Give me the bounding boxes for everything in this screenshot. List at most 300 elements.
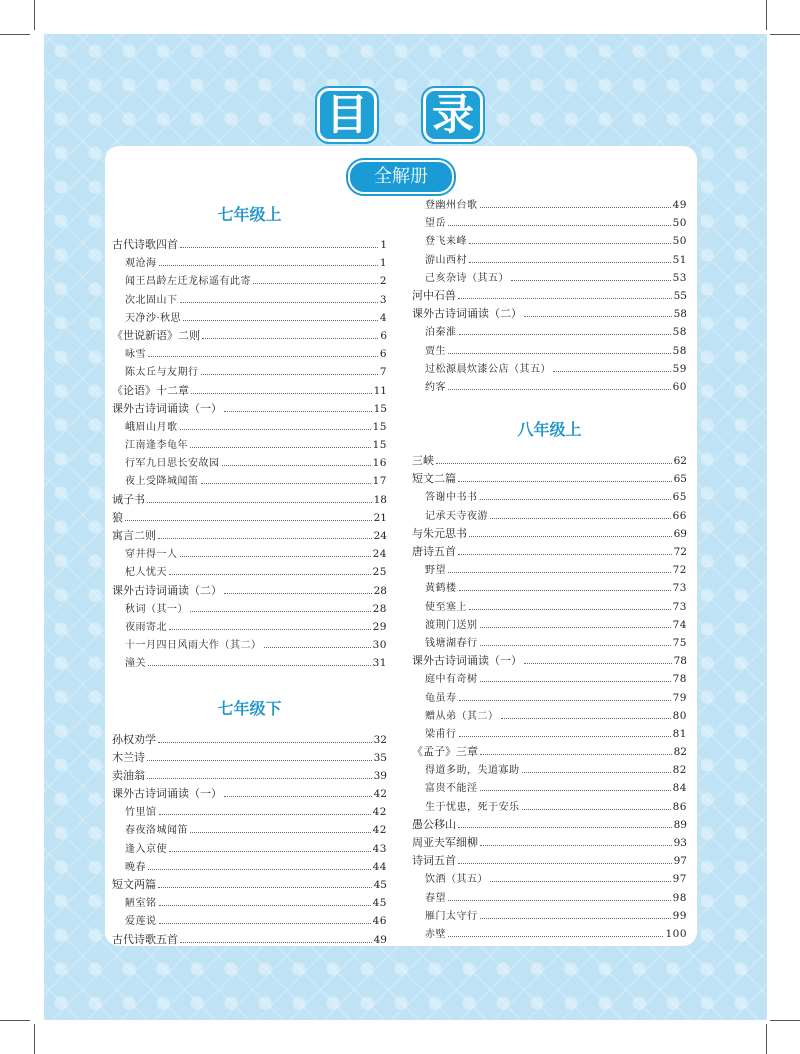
- dot-leader: [224, 411, 372, 412]
- toc-entry-title: 《孟子》三章: [412, 745, 478, 759]
- toc-entry-title: 记承天寺夜游: [425, 510, 488, 522]
- toc-entry-title: 与朱元思书: [412, 526, 467, 540]
- toc-entry[interactable]: [112, 785, 387, 803]
- toc-entry-page: 18: [373, 493, 387, 506]
- toc-entry-title: 夜上受降城闻笛: [125, 476, 199, 488]
- dot-leader: [459, 736, 671, 737]
- toc-entry[interactable]: [412, 652, 687, 670]
- toc-entry-page: 17: [372, 475, 387, 488]
- toc-entry-page: 43: [372, 842, 387, 855]
- toc-entry[interactable]: [412, 561, 687, 579]
- toc-entry-title: 周亚夫军细柳: [412, 836, 478, 849]
- toc-entry-title: 得道多助，失道寡助: [425, 765, 520, 777]
- dot-leader: [125, 520, 372, 521]
- toc-entry-page: 82: [672, 764, 687, 777]
- toc-entry-page: 46: [372, 915, 387, 928]
- toc-entry-title: 约客: [425, 381, 446, 393]
- toc-entry[interactable]: [112, 291, 387, 309]
- toc-entry-page: 49: [672, 199, 687, 211]
- dot-leader: [147, 778, 372, 779]
- toc-entry[interactable]: [412, 670, 687, 688]
- dot-leader: [148, 665, 371, 666]
- dot-leader: [183, 320, 378, 321]
- toc-entry[interactable]: [112, 636, 387, 654]
- toc-entry-page: 39: [373, 769, 387, 782]
- toc-entry-page: 73: [672, 582, 687, 595]
- toc-entry[interactable]: [112, 491, 387, 509]
- crop-mark: [0, 34, 30, 35]
- toc-entry[interactable]: [412, 598, 687, 616]
- toc-entry[interactable]: [112, 545, 387, 563]
- toc-entry-title: 登幽州台歌: [425, 200, 478, 211]
- toc-entry-title: 竹里馆: [125, 807, 157, 819]
- toc-entry-title: 短文二篇: [412, 472, 456, 486]
- dot-leader: [180, 942, 372, 943]
- toc-entry-page: 65: [672, 491, 687, 504]
- toc-entry-page: 75: [672, 636, 687, 649]
- toc-entry[interactable]: [412, 488, 687, 506]
- crop-mark: [34, 1024, 35, 1054]
- toc-entry-title: 课外古诗词诵读（一）: [412, 654, 522, 668]
- toc-entry-page: 30: [372, 639, 387, 652]
- toc-entry-title: 课外古诗词诵读（一）: [112, 787, 222, 801]
- dot-leader: [522, 809, 671, 810]
- toc-entry[interactable]: [412, 507, 687, 525]
- dot-leader: [458, 863, 672, 864]
- toc-entry-title: 爱莲说: [125, 916, 157, 928]
- toc-entry-page: 44: [372, 860, 387, 873]
- toc-entry-title: 咏雪: [125, 349, 146, 361]
- toc-entry-title: 次北固山下: [125, 294, 178, 306]
- toc-entry-page: 69: [673, 527, 687, 540]
- toc-entry-page: 84: [672, 782, 687, 795]
- toc-entry-page: 100: [665, 927, 687, 940]
- toc-entry-page: 50: [672, 217, 687, 230]
- toc-entry-title: 生于忧患，死于安乐: [425, 801, 520, 813]
- toc-entry-title: 十一月四日风雨大作（其二）: [125, 640, 262, 652]
- toc-entry-page: 7: [379, 366, 387, 379]
- dot-leader: [459, 700, 671, 701]
- toc-entry-title: 赠从弟（其二）: [425, 710, 499, 722]
- toc-entry[interactable]: [112, 876, 387, 894]
- crop-mark: [34, 0, 35, 30]
- toc-entry-title: 诗词五首: [412, 854, 456, 868]
- toc-entry-title: 寓言二则: [112, 529, 156, 542]
- toc-entry[interactable]: [412, 342, 687, 360]
- toc-entry-title: 课外古诗词诵读（一）: [112, 401, 222, 415]
- toc-entry-page: 1: [379, 257, 387, 270]
- toc-entry[interactable]: [112, 382, 387, 400]
- dot-leader: [158, 538, 372, 539]
- toc-entry-page: 73: [672, 600, 687, 613]
- dot-leader: [224, 796, 372, 797]
- toc-entry[interactable]: [412, 834, 687, 852]
- section-heading: 七年级下: [217, 698, 282, 718]
- toc-entry[interactable]: [412, 269, 687, 287]
- dot-leader: [224, 593, 372, 594]
- toc-entry-title: 逢入京使: [125, 843, 167, 855]
- dot-leader: [148, 356, 378, 357]
- toc-entry[interactable]: [412, 305, 687, 323]
- toc-entry-title: 泊秦淮: [425, 327, 457, 339]
- toc-entry[interactable]: [412, 907, 687, 925]
- dot-leader: [480, 645, 671, 646]
- toc-entry-page: 15: [372, 420, 387, 433]
- dot-leader: [490, 518, 671, 519]
- toc-entry[interactable]: [112, 912, 387, 930]
- dot-leader: [490, 881, 671, 882]
- toc-entry[interactable]: [112, 618, 387, 636]
- toc-entry-page: 60: [672, 380, 687, 393]
- toc-entry-page: 49: [373, 933, 387, 946]
- toc-entry-page: 53: [672, 271, 687, 284]
- toc-entry-page: 81: [672, 727, 687, 740]
- toc-entry-page: 58: [672, 344, 687, 357]
- toc-entry-title: 潼关: [125, 658, 146, 670]
- toc-entry-title: 野望: [425, 565, 446, 577]
- toc-entry-title: 雁门太守行: [425, 910, 478, 922]
- toc-entry[interactable]: [412, 232, 687, 250]
- toc-entry-title: 己亥杂诗（其五）: [425, 272, 509, 284]
- toc-entry[interactable]: [412, 251, 687, 269]
- volume-badge: 全解册: [348, 160, 454, 194]
- dot-leader: [159, 923, 371, 924]
- toc-entry-page: 74: [672, 618, 687, 631]
- toc-entry-title: 天净沙·秋思: [125, 312, 182, 324]
- dot-leader: [511, 280, 671, 281]
- toc-entry[interactable]: [412, 287, 687, 305]
- dot-leader: [459, 334, 671, 335]
- toc-entry[interactable]: [112, 600, 387, 618]
- dot-leader: [190, 832, 371, 833]
- toc-entry-page: 62: [673, 455, 687, 468]
- toc-entry-title: 过松源晨炊漆公店（其五）: [425, 363, 551, 375]
- toc-entry[interactable]: [112, 582, 387, 600]
- toc-entry-title: 渡荆门送别: [425, 619, 478, 631]
- dot-leader: [480, 499, 671, 500]
- toc-entry-page: 6: [379, 348, 387, 361]
- dot-leader: [436, 463, 672, 464]
- toc-entry-title: 望岳: [425, 218, 446, 230]
- toc-entry[interactable]: [112, 654, 387, 672]
- dot-leader: [158, 742, 372, 743]
- toc-entry-title: 陈太丘与友期行: [125, 367, 199, 379]
- toc-entry-page: 45: [373, 879, 387, 891]
- toc-entry-title: 贾生: [425, 345, 446, 357]
- toc-entry[interactable]: [412, 689, 687, 707]
- page-title: [0, 88, 800, 142]
- toc-entry-page: 4: [379, 311, 387, 324]
- toc-entry-title: 陋室铭: [125, 898, 157, 910]
- dot-leader: [458, 481, 672, 482]
- dot-leader: [458, 298, 672, 299]
- dot-leader: [522, 772, 671, 773]
- dot-leader: [159, 814, 371, 815]
- toc-entry[interactable]: [112, 236, 387, 254]
- section-heading: 八年级上: [517, 420, 582, 440]
- toc-entry-page: 80: [672, 709, 687, 722]
- dot-leader: [180, 556, 371, 557]
- toc-entry-page: 97: [673, 855, 687, 868]
- dot-leader: [222, 465, 371, 466]
- toc-entry-title: 登飞来峰: [425, 236, 467, 248]
- toc-entry[interactable]: [412, 725, 687, 743]
- dot-leader: [169, 629, 371, 630]
- toc-entry-page: 78: [673, 655, 687, 668]
- toc-entry-title: 秋词（其一）: [125, 603, 188, 615]
- toc-entry-title: 课外古诗词诵读（二）: [412, 307, 522, 321]
- toc-entry-page: 3: [379, 293, 387, 306]
- toc-entry[interactable]: [112, 803, 387, 821]
- toc-entry-title: 古代诗歌五首: [112, 932, 178, 946]
- toc-entry[interactable]: [112, 749, 387, 767]
- dot-leader: [469, 243, 671, 244]
- dot-leader: [524, 316, 672, 317]
- dot-leader: [201, 374, 378, 375]
- toc-entry-page: 72: [673, 546, 687, 558]
- dot-leader: [148, 869, 371, 870]
- toc-entry-page: 15: [372, 439, 387, 452]
- toc-entry[interactable]: [412, 743, 687, 761]
- toc-entry[interactable]: [412, 634, 687, 652]
- dot-leader: [480, 627, 671, 628]
- dot-leader: [264, 647, 371, 648]
- dot-leader: [159, 905, 371, 906]
- toc-entry-page: 32: [373, 733, 387, 746]
- toc-entry-title: 黄鹤楼: [425, 583, 457, 595]
- toc-entry-page: 16: [372, 457, 387, 470]
- dot-leader: [469, 609, 671, 610]
- toc-entry-title: 游山西村: [425, 254, 467, 266]
- toc-entry[interactable]: [112, 363, 387, 381]
- toc-entry-title: 《世说新语》二则: [112, 328, 200, 342]
- dot-leader: [458, 827, 672, 828]
- toc-entry-title: 梁甫行: [425, 728, 457, 740]
- toc-entry[interactable]: [412, 852, 687, 870]
- dot-leader: [202, 338, 378, 339]
- toc-entry[interactable]: [112, 472, 387, 490]
- dot-leader: [448, 389, 671, 390]
- toc-entry[interactable]: [412, 816, 687, 834]
- dot-leader: [448, 572, 671, 573]
- toc-entry-page: 66: [672, 509, 687, 522]
- toc-entry[interactable]: [412, 378, 687, 396]
- dot-leader: [159, 265, 378, 266]
- toc-entry-page: 79: [672, 691, 687, 704]
- toc-entry-title: 河中石兽: [412, 288, 456, 302]
- toc-entry-title: 卖油翁: [112, 768, 145, 782]
- toc-entry[interactable]: [412, 360, 687, 378]
- toc-entry-page: 93: [673, 837, 687, 849]
- crop-mark: [770, 34, 800, 35]
- toc-entry[interactable]: [412, 779, 687, 797]
- toc-entry[interactable]: [112, 821, 387, 839]
- dot-leader: [469, 536, 672, 537]
- toc-entry[interactable]: [112, 436, 387, 454]
- toc-entry[interactable]: [112, 327, 387, 345]
- dot-leader: [147, 760, 372, 761]
- dot-leader: [458, 554, 672, 555]
- dot-leader: [480, 754, 672, 755]
- toc-entry[interactable]: [412, 543, 687, 561]
- toc-entry-title: 江南逢李龟年: [125, 440, 188, 452]
- toc-entry[interactable]: [412, 214, 687, 232]
- toc-entry-title: 杞人忧天: [125, 567, 167, 579]
- dot-leader: [524, 663, 672, 664]
- toc-entry-title: 夜雨寄北: [125, 621, 167, 633]
- toc-entry[interactable]: [112, 858, 387, 876]
- toc-entry-page: 42: [372, 806, 387, 819]
- toc-entry-page: 82: [673, 746, 687, 759]
- toc-entry[interactable]: [112, 840, 387, 858]
- toc-entry[interactable]: [112, 527, 387, 545]
- toc-entry-page: 24: [373, 530, 387, 542]
- toc-entry[interactable]: [112, 731, 387, 749]
- crop-mark: [766, 0, 767, 30]
- toc-entry[interactable]: [412, 323, 687, 341]
- toc-entry-title: 三峡: [412, 454, 434, 468]
- toc-entry-title: 春夜洛城闻笛: [125, 825, 188, 837]
- toc-entry-title: 诫子书: [112, 492, 145, 506]
- toc-entry[interactable]: [112, 254, 387, 272]
- dot-leader: [180, 302, 378, 303]
- toc-entry[interactable]: [412, 452, 687, 470]
- dot-leader: [459, 590, 671, 591]
- toc-entry-page: 29: [372, 620, 387, 633]
- toc-entry[interactable]: [112, 931, 387, 949]
- toc-entry[interactable]: [412, 579, 687, 597]
- toc-entry-title: 狼: [112, 510, 123, 524]
- toc-entry-title: 赤壁: [425, 928, 446, 940]
- page-title-char: 目: [317, 88, 377, 142]
- toc-entry-page: 42: [373, 788, 387, 801]
- toc-entry-page: 35: [373, 751, 387, 764]
- toc-entry[interactable]: [412, 707, 687, 725]
- dot-leader: [480, 918, 671, 919]
- crop-mark: [0, 1020, 30, 1021]
- toc-entry-page: 28: [373, 584, 387, 597]
- toc-entry-page: 2: [379, 275, 387, 288]
- toc-entry-page: 99: [672, 909, 687, 922]
- crop-mark: [770, 1020, 800, 1021]
- toc-entry-page: 55: [673, 289, 687, 302]
- dot-leader: [190, 611, 371, 612]
- toc-entry-page: 58: [673, 308, 687, 321]
- dot-leader: [448, 900, 671, 901]
- toc-entry-page: 78: [672, 673, 687, 686]
- dot-leader: [448, 225, 671, 226]
- toc-entry-title: 答谢中书书: [425, 492, 478, 504]
- toc-entry[interactable]: [412, 616, 687, 634]
- toc-entry-title: 愚公移山: [412, 817, 456, 831]
- toc-entry-page: 72: [672, 564, 687, 577]
- toc-entry-title: 古代诗歌四首: [112, 238, 178, 251]
- toc-entry-page: 97: [672, 873, 687, 886]
- toc-entry-title: 峨眉山月歌: [125, 421, 178, 433]
- toc-entry-page: 11: [373, 384, 387, 397]
- toc-entry[interactable]: [112, 345, 387, 363]
- toc-entry-title: 春望: [425, 892, 446, 904]
- toc-entry-title: 唐诗五首: [412, 545, 456, 558]
- toc-entry[interactable]: [112, 418, 387, 436]
- toc-entry-title: 龟虽寿: [425, 692, 457, 704]
- toc-entry[interactable]: [112, 509, 387, 527]
- toc-entry-page: 89: [673, 818, 687, 831]
- dot-leader: [480, 207, 671, 208]
- toc-entry-page: 31: [372, 657, 387, 670]
- dot-leader: [201, 483, 371, 484]
- dot-leader: [553, 371, 671, 372]
- crop-mark: [766, 1024, 767, 1054]
- toc-column-left: [112, 196, 387, 949]
- dot-leader: [190, 447, 371, 448]
- dot-leader: [480, 790, 671, 791]
- toc-entry[interactable]: [112, 454, 387, 472]
- toc-entry[interactable]: [112, 272, 387, 290]
- dot-leader: [169, 574, 371, 575]
- section-heading: 七年级上: [217, 205, 282, 224]
- toc-entry-page: 28: [372, 602, 387, 615]
- toc-entry[interactable]: [412, 196, 687, 214]
- dot-leader: [158, 887, 372, 888]
- toc-entry[interactable]: [412, 525, 687, 543]
- dot-leader: [169, 851, 371, 852]
- dot-leader: [480, 681, 671, 682]
- toc-entry[interactable]: [412, 798, 687, 816]
- toc-entry-title: 庭中有奇树: [425, 674, 478, 686]
- dot-leader: [180, 247, 378, 248]
- toc-entry[interactable]: [412, 870, 687, 888]
- dot-leader: [480, 845, 672, 846]
- dot-leader: [501, 718, 671, 719]
- toc-entry[interactable]: [112, 563, 387, 581]
- toc-entry[interactable]: [112, 894, 387, 912]
- toc-entry-page: 51: [672, 253, 687, 266]
- toc-entry-page: 86: [672, 800, 687, 813]
- dot-leader: [253, 283, 378, 284]
- toc-entry[interactable]: [412, 470, 687, 488]
- toc-column-right: [412, 196, 687, 943]
- page-title-char: 录: [423, 88, 483, 142]
- toc-entry[interactable]: [112, 767, 387, 785]
- toc-entry[interactable]: [112, 400, 387, 418]
- toc-entry-title: 行军九日思长安故园: [125, 458, 220, 470]
- toc-entry-title: 钱塘湖春行: [425, 637, 478, 649]
- toc-entry-title: 短文两篇: [112, 878, 156, 891]
- toc-entry-page: 6: [380, 329, 387, 342]
- toc-entry[interactable]: [412, 925, 687, 943]
- toc-entry-title: 孙权劝学: [112, 732, 156, 746]
- toc-entry-page: 15: [373, 402, 387, 415]
- toc-entry-page: 24: [372, 548, 387, 561]
- toc-entry-page: 42: [372, 824, 387, 837]
- toc-entry-page: 25: [372, 566, 387, 579]
- toc-entry-page: 1: [380, 239, 387, 251]
- dot-leader: [180, 429, 371, 430]
- toc-entry[interactable]: [112, 309, 387, 327]
- toc-entry-page: 21: [373, 511, 387, 524]
- toc-entry-page: 98: [672, 891, 687, 904]
- dot-leader: [191, 393, 372, 394]
- toc-entry[interactable]: [412, 761, 687, 779]
- toc-entry-title: 富贵不能淫: [425, 783, 478, 795]
- toc-entry-title: 课外古诗词诵读（二）: [112, 583, 222, 597]
- dot-leader: [147, 502, 372, 503]
- dot-leader: [448, 936, 663, 937]
- toc-entry-title: 使至塞上: [425, 601, 467, 613]
- dot-leader: [448, 353, 671, 354]
- toc-entry[interactable]: [412, 889, 687, 907]
